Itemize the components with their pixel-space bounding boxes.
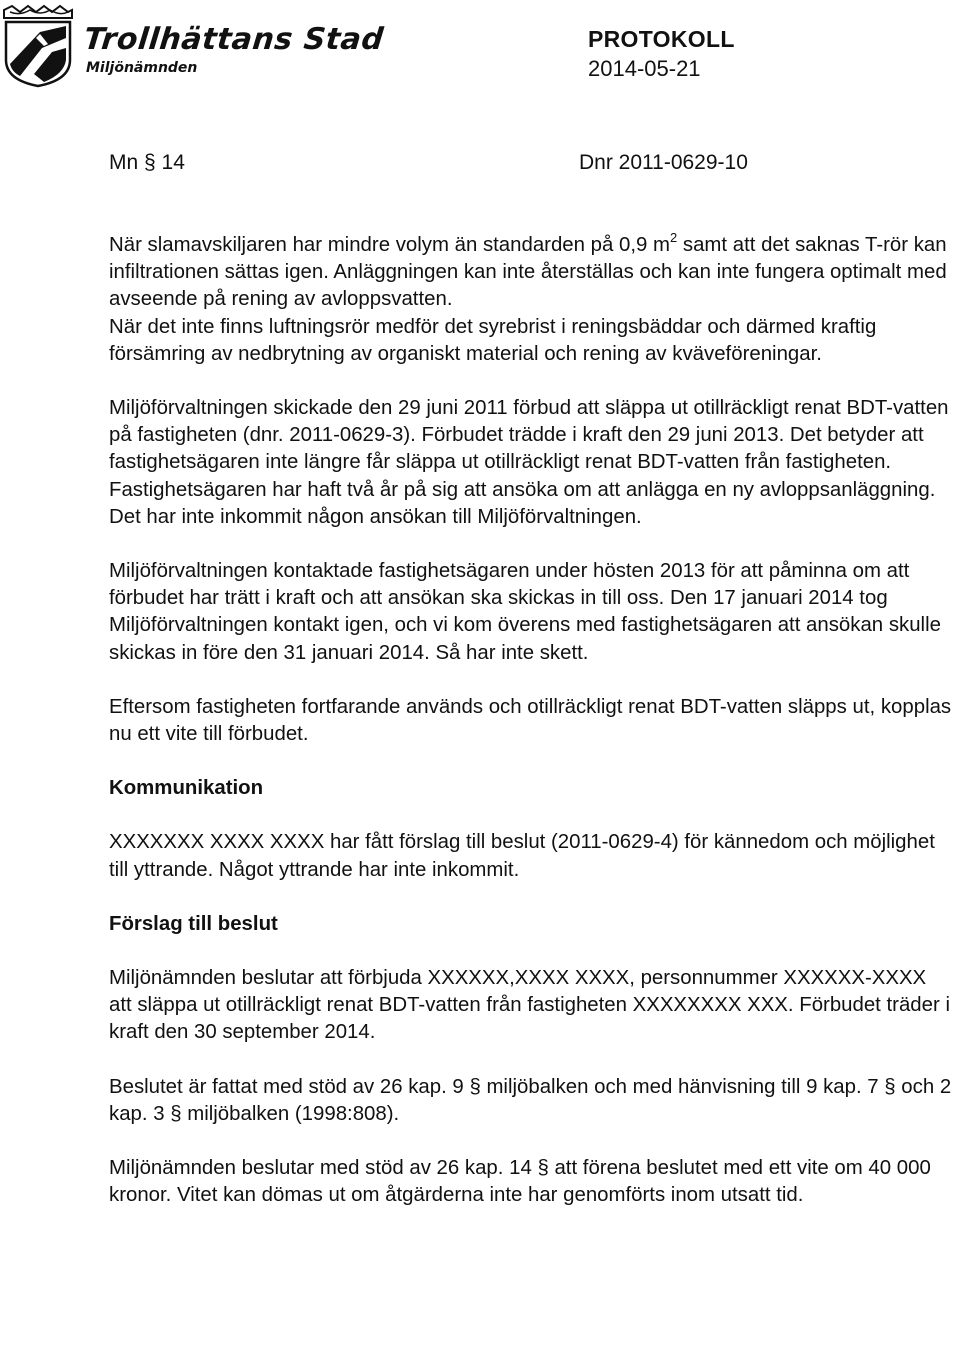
- diary-number: Dnr 2011-0629-10: [579, 151, 748, 174]
- protocol-body: [109, 232, 954, 1236]
- superscript: 2: [670, 230, 678, 245]
- paragraph-contact-history: Miljöförvaltningen kontaktade fastighetsägaren under hösten 2013 för att påminna om att förbudet har trätt i kraft och att ansökan ska skickas in till oss. Den 17 januari 2014 tog Miljöförvaltningen kontakt igen, och vi kom överens med fastighetsägaren att ansökan skulle skickas in före den 31 januari 2014. Så har inte skett.: [109, 560, 941, 664]
- paragraph-reference: Mn § 14: [109, 151, 185, 174]
- paragraph-decision: Miljönämnden beslutar att förbjuda XXXXXX,XXXX XXXX, personnummer XXXXXX-XXXX att släppa ut otillräckligt renat BDT-vatten från fastigheten XXXXXXXX XXX. Förbudet träder i kraft den 30 september 2014.: [109, 967, 950, 1044]
- paragraph-ban-history: Miljöförvaltningen skickade den 29 juni 2011 förbud att släppa ut otillräckligt renat BDT-vatten på fastigheten (dnr. 2011-0629-3). Förbudet trädde i kraft den 29 juni 2013. Det betyder att fastighetsägaren inte längre får släppa ut otillräckligt renat BDT-vatten från fastigheten. Fastighetsägaren har haft två år på sig att ansöka om att anlägga en ny avloppsanläggning. Det har inte inkommit någon ansökan till Miljöförvaltningen.: [109, 397, 949, 528]
- paragraph-text: samt att det saknas T-rör kan infiltrationen sättas igen. Anläggningen kan inte återställas och kan inte fungera optimalt med avseende på rening av avloppsvatten.: [109, 234, 947, 311]
- municipal-coat-of-arms-logo: [0, 4, 76, 88]
- document-date: 2014-05-21: [588, 56, 701, 81]
- paragraph-penalty-reason: Eftersom fastigheten fortfarande används och otillräckligt renat BDT-vatten släpps ut, kopplas nu ett vite till förbudet.: [109, 695, 952, 746]
- paragraph-ventilation: När det inte finns luftningsrör medför det syrebrist i reningsbäddar och därmed kraftig försämring av nedbrytning av organiskt material och rening av kväveföreningar.: [109, 315, 877, 365]
- paragraph-penalty-decision: Miljönämnden beslutar med stöd av 26 kap. 14 § att förena beslutet med ett vite om 40 000 kronor. Vitet kan dömas ut om åtgärderna inte har genomförts inom utsatt tid.: [109, 1157, 931, 1207]
- paragraph-communication: XXXXXXX XXXX XXXX har fått förslag till beslut (2011-0629-4) för kännedom och möjlighet till yttrande. Något yttrande har inte inkommit.: [109, 831, 935, 881]
- org-unit: Miljönämnden: [86, 60, 198, 76]
- paragraph-text: När slamavskiljaren har mindre volym än standarden på 0,9 m: [109, 234, 670, 256]
- document-type: PROTOKOLL: [588, 26, 735, 52]
- heading-kommunikation: Kommunikation: [109, 777, 264, 800]
- org-name: Trollhättans Stad: [82, 22, 386, 57]
- paragraph-septic-volume: [109, 232, 954, 314]
- paragraph-legal-basis: Beslutet är fattat med stöd av 26 kap. 9 § miljöbalken och med hänvisning till 9 kap. 7 § och 2 kap. 3 § miljöbalken (1998:808).: [109, 1075, 952, 1125]
- heading-forslag-till-beslut: Förslag till beslut: [109, 912, 278, 935]
